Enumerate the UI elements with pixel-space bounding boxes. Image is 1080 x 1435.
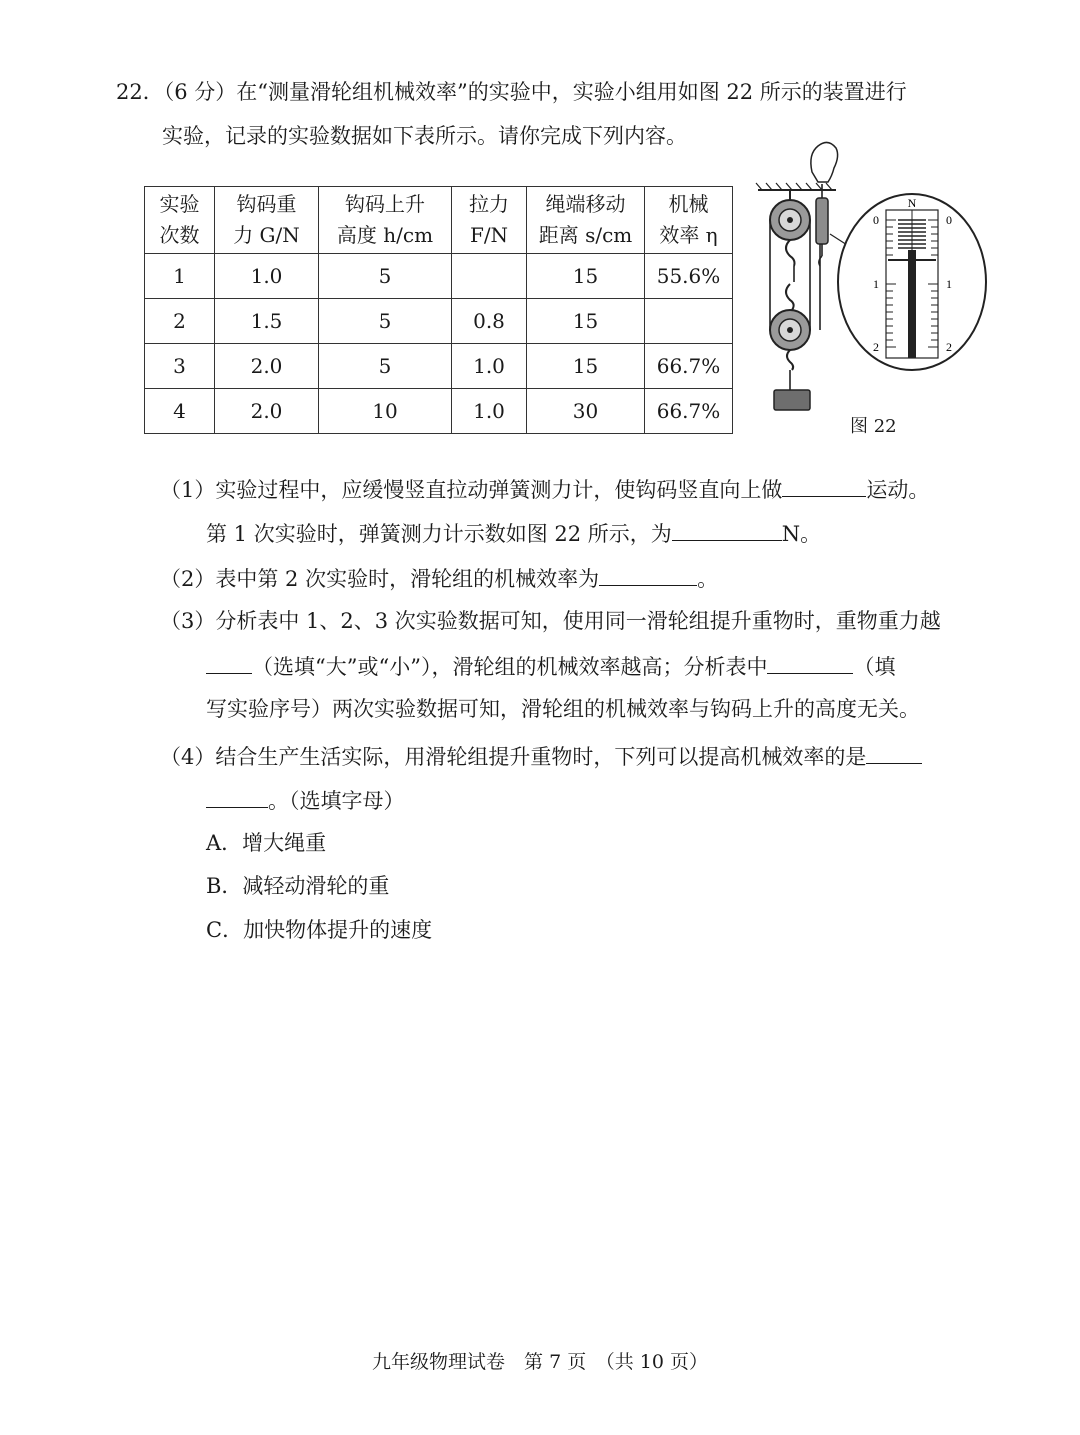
answer-blank[interactable] [206, 785, 268, 808]
table-cell [645, 299, 733, 344]
table-cell: 5 [319, 299, 452, 344]
option-a[interactable]: A．增大绳重 [206, 831, 327, 855]
option-b[interactable]: B．减轻动滑轮的重 [206, 874, 390, 898]
table-header-cell: 绳端移动 距离 s/cm [527, 187, 645, 254]
table-cell [452, 254, 527, 299]
table-cell: 1.5 [215, 299, 319, 344]
table-header-cell: 拉力 F/N [452, 187, 527, 254]
table-cell: 0.8 [452, 299, 527, 344]
table-cell: 1.0 [452, 344, 527, 389]
table-cell: 2 [145, 299, 215, 344]
part1-line2: 第 1 次实验时，弹簧测力计示数如图 22 所示，为 N。 [206, 518, 821, 548]
answer-blank[interactable] [782, 474, 866, 497]
table-row [145, 389, 733, 434]
answer-blank[interactable] [206, 651, 252, 674]
table-cell: 15 [527, 299, 645, 344]
dial-tick-label: 1 [873, 277, 879, 291]
hook-weight [774, 390, 810, 410]
fixed-pulley [770, 200, 810, 266]
part4-line2: 。（选填字母） [206, 785, 405, 815]
dial-tick-label: 0 [873, 213, 879, 227]
table-cell: 15 [527, 344, 645, 389]
page-footer: 九年级物理试卷 第 7 页 （共 10 页） [372, 1351, 708, 1373]
question-stem-line1: 22．（6 分）在“测量滑轮组机械效率”的实验中，实验小组用如图 22 所示的装置进行 [116, 80, 907, 104]
table-cell: 66.7% [645, 344, 733, 389]
table-row [145, 254, 733, 299]
answer-blank[interactable] [767, 651, 853, 674]
question-stem-line2: 实验，记录的实验数据如下表所示。请你完成下列内容。 [162, 124, 687, 148]
part1-line1: （1）实验过程中，应缓慢竖直拉动弹簧测力计，使钩码竖直向上做 运动。 [160, 474, 929, 504]
spring-scale-dial [838, 194, 986, 370]
spring-scale [816, 184, 828, 266]
table-cell: 15 [527, 254, 645, 299]
table-cell: 2.0 [215, 389, 319, 434]
table-header-row [145, 187, 733, 254]
table-cell: 55.6% [645, 254, 733, 299]
table-cell: 1.0 [452, 389, 527, 434]
movable-pulley [770, 284, 810, 390]
experiment-data-table [144, 186, 733, 434]
part4-line1: （4）结合生产生活实际，用滑轮组提升重物时，下列可以提高机械效率的是 [160, 741, 922, 771]
table-cell: 10 [319, 389, 452, 434]
dial-tick-label: 2 [946, 340, 952, 354]
hand-icon [811, 142, 838, 182]
table-row [145, 299, 733, 344]
table-cell: 2.0 [215, 344, 319, 389]
table-cell: 3 [145, 344, 215, 389]
table-header-cell: 实验 次数 [145, 187, 215, 254]
option-c[interactable]: C．加快物体提升的速度 [206, 918, 433, 942]
dial-tick-label: 0 [946, 213, 952, 227]
pulley-figure [752, 134, 992, 444]
dial-tick-label: 1 [946, 277, 952, 291]
table-row [145, 344, 733, 389]
table-header-cell: 机械 效率 η [645, 187, 733, 254]
table-cell: 5 [319, 344, 452, 389]
answer-blank[interactable] [672, 518, 782, 541]
table-cell: 5 [319, 254, 452, 299]
answer-blank[interactable] [599, 563, 697, 586]
part3-line2: （选填“大”或“小”），滑轮组的机械效率越高；分析表中 （填 [206, 651, 895, 681]
table-cell: 1 [145, 254, 215, 299]
part2-line: （2）表中第 2 次实验时，滑轮组的机械效率为 。 [160, 563, 718, 593]
table-cell: 66.7% [645, 389, 733, 434]
part3-line1: （3）分析表中 1、2、3 次实验数据可知，使用同一滑轮组提升重物时，重物重力越 [160, 609, 941, 633]
dial-tick-label: 2 [873, 340, 879, 354]
answer-blank[interactable] [866, 741, 922, 764]
table-header-cell: 钩码重 力 G/N [215, 187, 319, 254]
table-header-cell: 钩码上升 高度 h/cm [319, 187, 452, 254]
figure-caption: 图 22 [850, 416, 897, 437]
table-cell: 30 [527, 389, 645, 434]
dial-unit-label: N [907, 196, 917, 210]
part3-line3: 写实验序号）两次实验数据可知，滑轮组的机械效率与钩码上升的高度无关。 [206, 697, 920, 721]
table-cell: 4 [145, 389, 215, 434]
table-cell: 1.0 [215, 254, 319, 299]
